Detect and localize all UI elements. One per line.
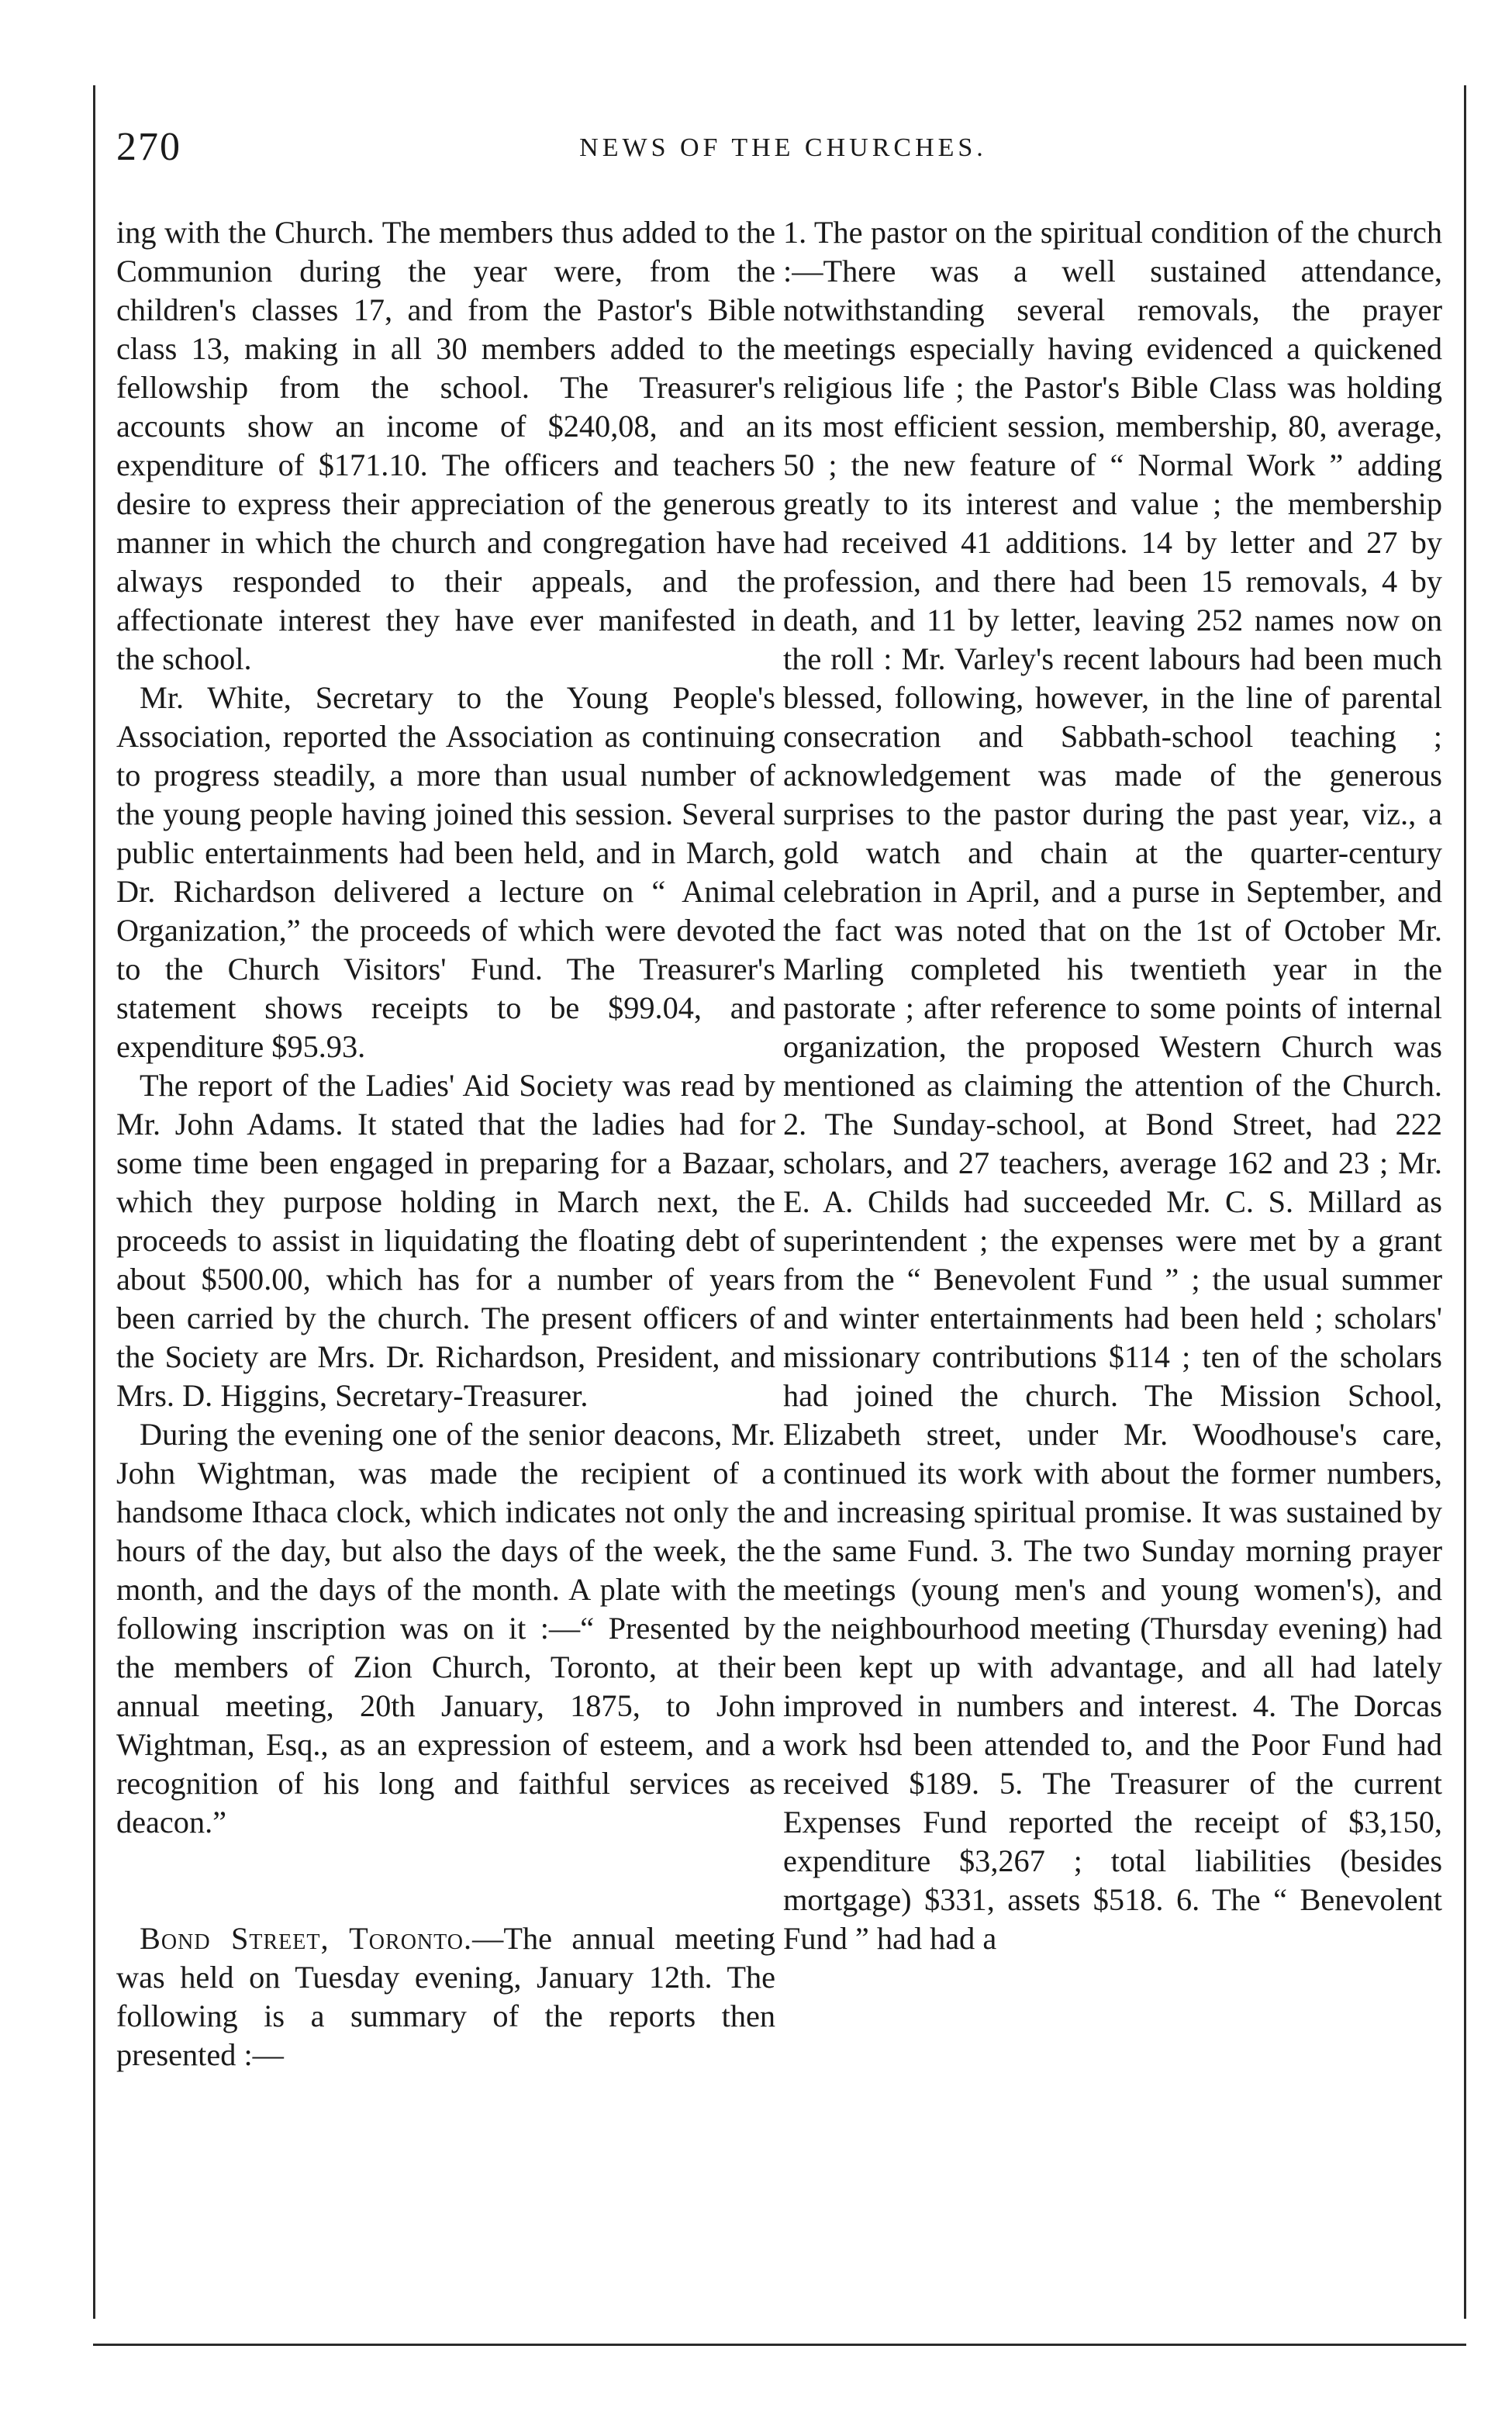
paragraph-ladies-aid-society: The report of the Ladies' Aid Society was read by Mr. John Adams. It stated that the ladies had for some time been engaged in preparing for a Bazaar, which they purpose holding in March next, the proceeds to assist in liquidating the floating debt of about $500.00, which has for a number of years been carried by the church. The present officers of the Society are Mrs. Dr. Richardson, President, and Mrs. D. Higgins, Secretary-Treasurer. <box>116 1068 775 1413</box>
right-column <box>783 213 1442 1958</box>
bottom-border-rule <box>93 2344 1466 2346</box>
paragraph-clock-presentation: During the evening one of the senior deacons, Mr. John Wightman, was made the recipient of a handsome Ithaca clock, which indicates not only the hours of the day, but also the days of the week, the month, and the days of the month. A plate with the following inscription was on it :—“ Presented by the members of Zion Church, Toronto, at their annual meeting, 20th January, 1875, to John Wightman, Esq., as an expression of esteem, and a recognition of his long and faithful services as deacon.” <box>116 1417 775 1839</box>
paragraph-sunday-school-report: ing with the Church. The members thus added to the Communion during the year were, from the children's classes 17, and from the Pastor's Bible class 13, making in all 30 members added to the fellowship from the school. The Treasurer's accounts show an income of $240,08, and an expenditure of $171.10. The officers and teachers desire to express their appreciation of the generous manner in which the church and congregation have always responded to their appeals, and the affectionate interest they have ever manifested in the school. <box>116 215 775 676</box>
section-gap <box>116 1842 775 1919</box>
bond-street-intro-text: —The annual meeting was held on Tuesday evening, January 12th. The following is a summary of the reports then presented :— <box>116 1921 775 2072</box>
left-border-rule <box>93 85 95 2319</box>
left-column <box>116 213 775 2074</box>
paragraph-young-peoples-association: Mr. White, Secretary to the Young People's Association, reported the Association as continuing to progress steadily, a more than usual number of the young people having joined this session. Several public entertainments had been held, and in March, Dr. Richardson delivered a lecture on “ Animal Organization,” the proceeds of which were devoted to the Church Visitors' Fund. The Treasurer's statement shows receipts to be $99.04, and expenditure $95.93. <box>116 680 775 1064</box>
paragraph-bond-street-reports: 1. The pastor on the spiritual condition of the church :—There was a well sustained attendance, notwithstanding several removals, the prayer meetings especially having evidenced a quickened religious life ; the Pastor's Bible Class was holding its most efficient session, membership, 80, average, 50 ; the new feature of “ Normal Work ” adding greatly to its interest and value ; the membership had received 41 additions. 14 by letter and 27 by profession, and there had been 15 removals, 4 by death, and 11 by letter, leaving 252 names now on the roll : Mr. Varley's recent labours had been much blessed, following, however, in the line of parental consecration and Sabbath-school teaching ; acknowledgement was made of the generous surprises to the pastor during the past year, viz., a gold watch and chain at the quarter-century celebration in April, and a purse in September, and the fact was noted that on the 1st of October Mr. Marling completed his twentieth year in the pastorate ; after reference to some points of internal organization, the proposed Western Church was mentioned as claiming the attention of the Church. 2. The Sunday-school, at Bond Street, had 222 scholars, and 27 teachers, average 162 and 23 ; Mr. E. A. Childs had succeeded Mr. C. S. Millard as superintendent ; the expenses were met by a grant from the “ Benevolent Fund ” ; the usual summer and winter entertainments had been held ; scholars' missionary contributions $114 ; ten of the scholars had joined the church. The Mission School, Elizabeth street, under Mr. Woodhouse's care, continued its work with about the former numbers, and increasing spiritual promise. It was sustained by the same Fund. 3. The two Sunday morning prayer meetings (young men's and young women's), and the neighbourhood meeting (Thursday evening) had been kept up with advantage, and all had lately improved in numbers and interest. 4. The Dorcas work hsd been attended to, and the Poor Fund had received $189. 5. The Treasurer of the current Expenses Fund reported the receipt of $3,150, expenditure $3,267 ; total liabilities (besides mortgage) $331, assets $518. 6. The “ Benevolent Fund ” had had a <box>783 215 1442 1956</box>
right-border-rule <box>1464 85 1466 2319</box>
page-header <box>116 124 1450 186</box>
running-head: NEWS OF THE CHURCHES. <box>579 133 987 162</box>
page-number: 270 <box>116 125 181 169</box>
section-heading-bond-street: Bond Street, Toronto. <box>140 1921 473 1956</box>
paragraph-bond-street-intro <box>116 1919 775 2074</box>
